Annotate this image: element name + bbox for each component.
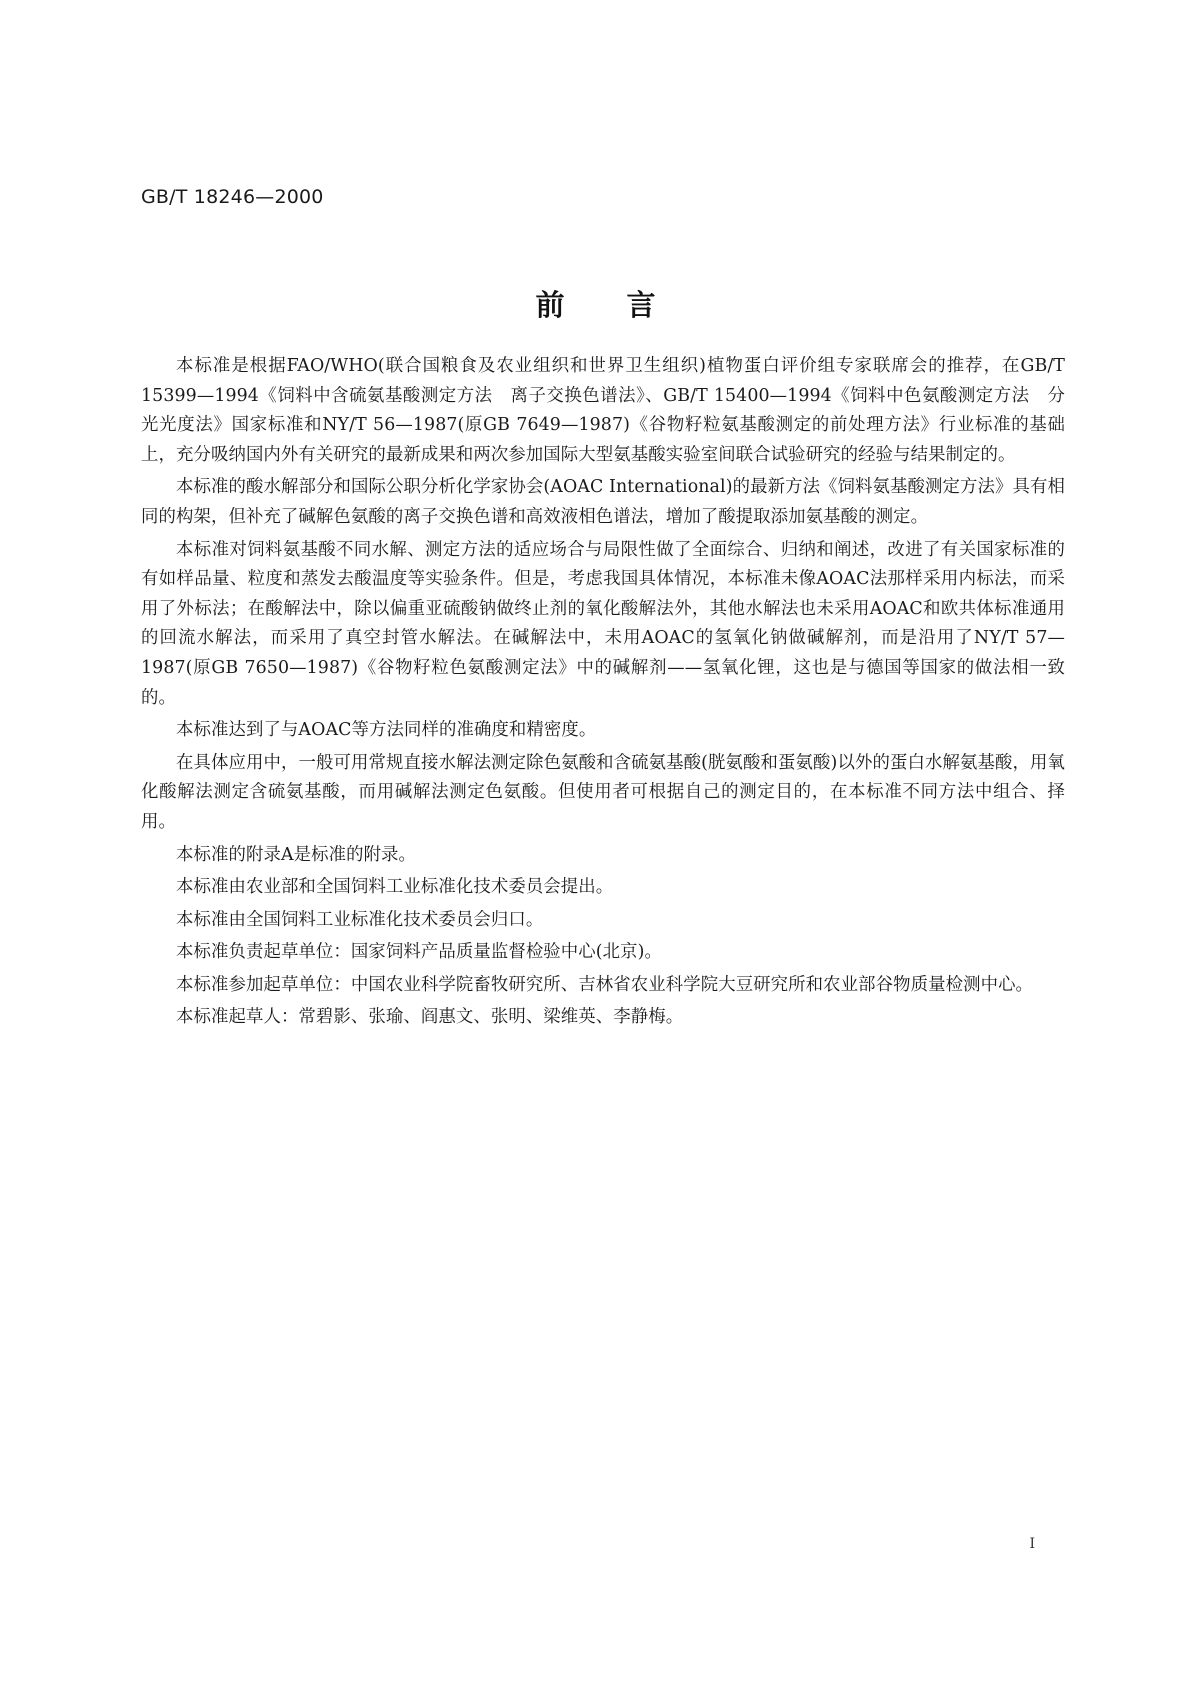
paragraph-lead-drafter: 本标准负责起草单位：国家饲料产品质量监督检验中心(北京)。 [176,942,663,963]
paragraph-appendix: 本标准的附录A是标准的附录。 [176,844,417,865]
paragraph-accuracy: 本标准达到了与AOAC等方法同样的准确度和精密度。 [176,720,597,741]
page-number: I [1029,1536,1035,1552]
standard-code: GB/T 18246—2000 [141,186,324,208]
paragraph-improvements: 本标准对饲料氨基酸不同水解、测定方法的适应场合与局限性做了全面综合、归纳和阐述，改进了有关国家标准的有如样品量、粒度和蒸发去酸温度等实验条件。但是，考虑我国具体情况，本标准未像AOAC法那样采用内标法，而采用了外标法；在酸解法中，除以偏重亚硫酸钠做终止剂的氧化酸解法外，其他水解法也未采用AOAC和欧共体标准通用的回流水解法，而采用了真空封管水解法。在碱解法中，未用AOAC的氢氧化钠做碱解剂，而是沿用了NY/T 57—1987(原GB 7650—1987)《谷物籽粒色氨酸测定法》中的碱解剂——氢氧化锂，这也是与德国等国家的做法相一致的。 [141,539,1065,708]
paragraph-basis: 本标准是根据FAO/WHO(联合国粮食及农业组织和世界卫生组织)植物蛋白评价组专家联席会的推荐，在GB/T 15399—1994《饲料中含硫氨基酸测定方法 离子交换色谱法》、GB/T 15400—1994《饲料中色氨酸测定方法 分光光度法》国家标准和NY/T 56—1987(原GB 7649—1987)《谷物籽粒氨基酸测定的前处理方法》行业标准的基础上，充分吸纳国内外有关研究的最新成果和两次参加国际大型氨基酸实验室间联合试验研究的经验与结果制定的。 [141,356,1065,465]
paragraph-drafters: 本标准起草人：常碧影、张瑜、阎惠文、张明、梁维英、李静梅。 [176,1007,684,1028]
paragraph-participating-drafters: 本标准参加起草单位：中国农业科学院畜牧研究所、吉林省农业科学院大豆研究所和农业部谷物质量检测中心。 [176,974,1034,995]
paragraph-administered-by: 本标准由全国饲料工业标准化技术委员会归口。 [176,909,544,930]
paragraph-application: 在具体应用中，一般可用常规直接水解法测定除色氨酸和含硫氨基酸(胱氨酸和蛋氨酸)以外的蛋白水解氨基酸，用氧化酸解法测定含硫氨基酸，而用碱解法测定色氨酸。但使用者可根据自己的测定目的，在本标准不同方法中组合、择用。 [141,752,1065,832]
page-title: 前言 [535,288,718,322]
foreword-body [141,352,1065,1036]
paragraph-structure: 本标准的酸水解部分和国际公职分析化学家协会(AOAC International)的最新方法《饲料氨基酸测定方法》具有相同的构架，但补充了碱解色氨酸的离子交换色谱和高效液相色谱法，增加了酸提取添加氨基酸的测定。 [141,477,1065,527]
paragraph-proposed-by: 本标准由农业部和全国饲料工业标准化技术委员会提出。 [176,877,614,898]
